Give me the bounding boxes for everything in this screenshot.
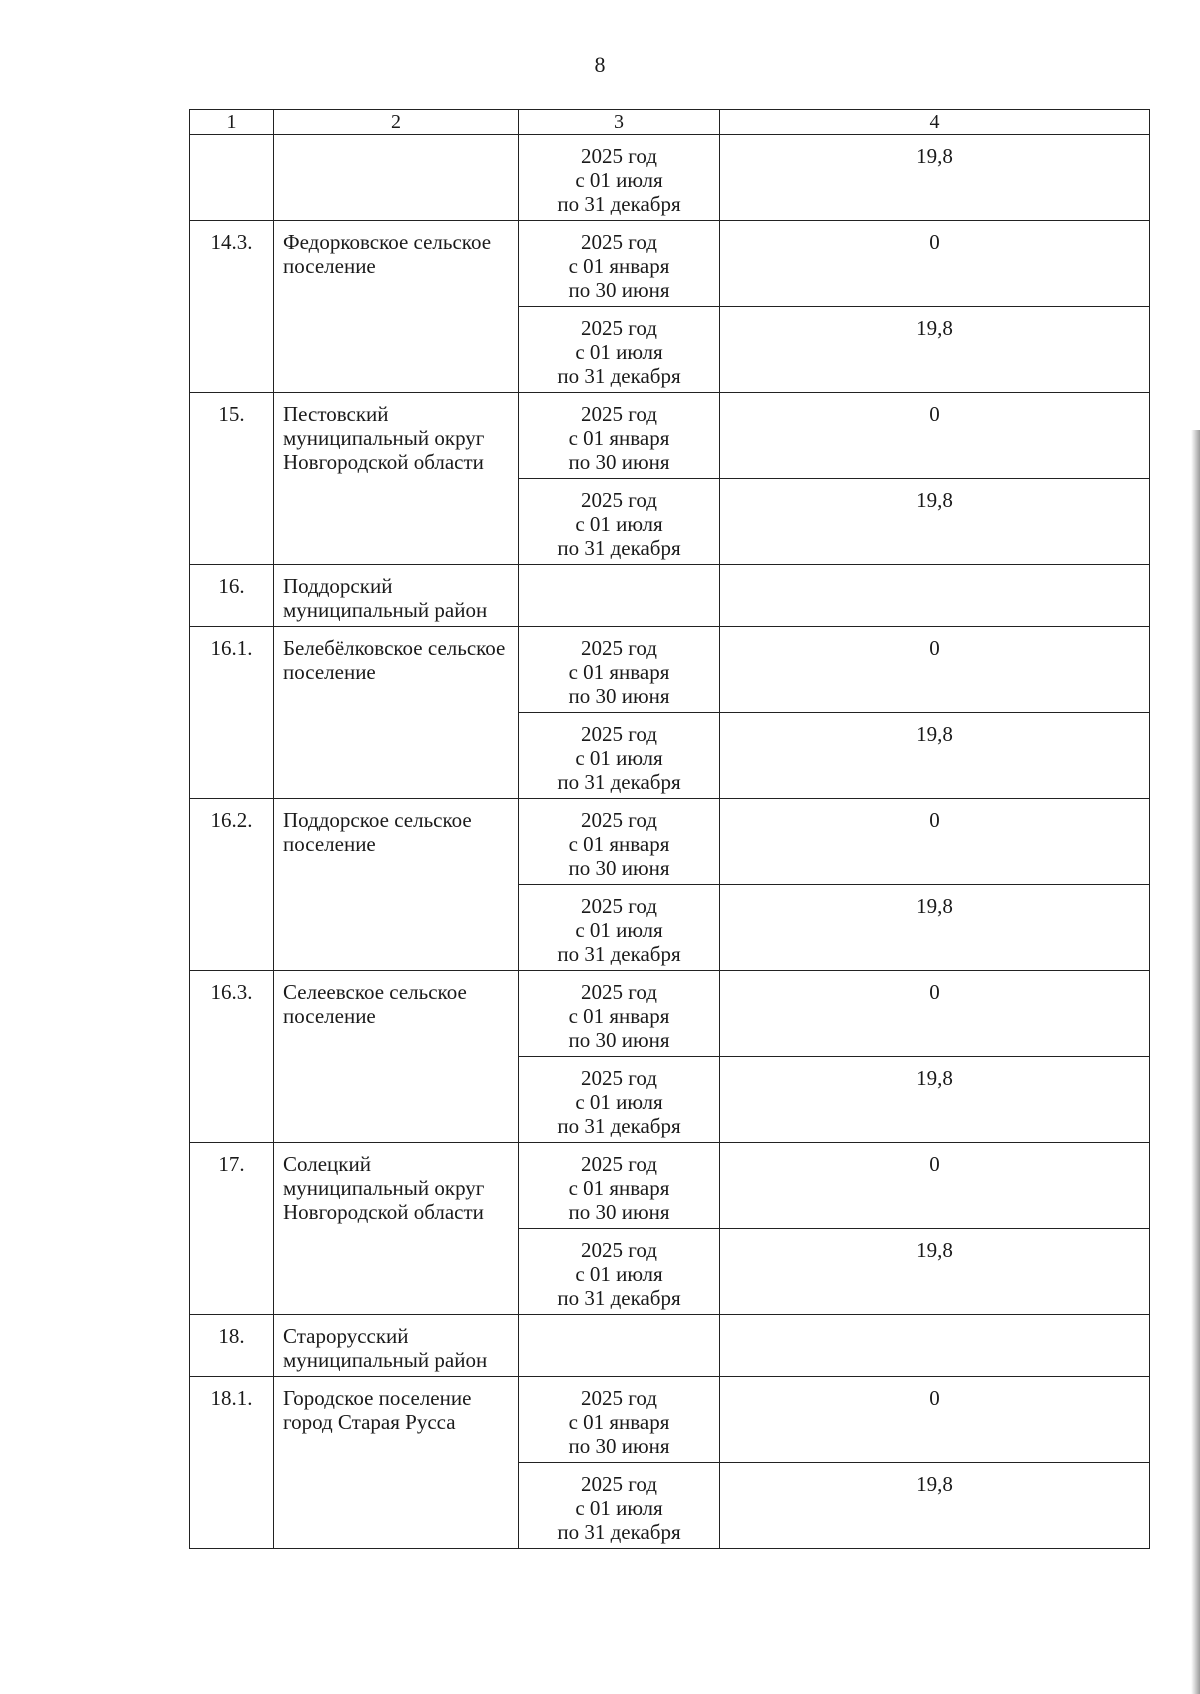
- municipality-name: Белебёлковское сельское поселение: [283, 636, 506, 684]
- value-cell: [720, 1463, 1150, 1549]
- period-cell: [519, 627, 720, 713]
- municipality-name: Городское поселение город Старая Русса: [283, 1386, 472, 1434]
- period-end: по 31 декабря: [557, 1520, 681, 1544]
- value-cell: [720, 393, 1150, 479]
- column-number: 4: [720, 110, 1150, 135]
- value-cell-empty: [720, 1315, 1150, 1377]
- period-cell: [519, 135, 720, 221]
- rate-value: 19,8: [916, 1472, 953, 1496]
- row-number: 17.: [218, 1152, 245, 1176]
- municipality-name: Поддорское сельское поселение: [283, 808, 472, 856]
- period-end: по 30 июня: [568, 278, 670, 302]
- municipality-name: Селеевское сельское поселение: [283, 980, 467, 1028]
- municipality-name-cell: [274, 1377, 519, 1549]
- value-cell: [720, 307, 1150, 393]
- period-end: по 30 июня: [568, 1200, 670, 1224]
- row-number: [190, 135, 273, 144]
- rate-value: 19,8: [916, 1238, 953, 1262]
- period-cell-empty: [519, 1315, 720, 1377]
- period-year: 2025 год: [581, 402, 657, 426]
- period-start: с 01 июля: [575, 340, 663, 364]
- value-cell: [720, 799, 1150, 885]
- rate-value: 0: [929, 980, 940, 1004]
- period-year: 2025 год: [581, 230, 657, 254]
- period-cell: [519, 1143, 720, 1229]
- column-number-row: [190, 110, 1150, 135]
- period: [519, 1377, 719, 1458]
- period: [519, 479, 719, 560]
- period: [519, 1229, 719, 1310]
- period-cell: [519, 221, 720, 307]
- rate-value: 19,8: [916, 316, 953, 340]
- row-number-cell: [190, 135, 274, 221]
- rate-value: 0: [929, 230, 940, 254]
- rate-value: 0: [929, 1386, 940, 1410]
- municipality-name-cell: [274, 799, 519, 971]
- period-cell: [519, 307, 720, 393]
- value-cell: [720, 713, 1150, 799]
- rate-value: 19,8: [916, 488, 953, 512]
- period-year: 2025 год: [581, 144, 657, 168]
- period-cell: [519, 713, 720, 799]
- column-number: 2: [274, 110, 519, 135]
- period-end: по 31 декабря: [557, 1114, 681, 1138]
- period-start: с 01 июля: [575, 1262, 663, 1286]
- value-cell: [720, 1377, 1150, 1463]
- period: [519, 135, 719, 216]
- period-start: с 01 июля: [575, 918, 663, 942]
- period-end: по 31 декабря: [557, 536, 681, 560]
- municipality-name-cell: [274, 135, 519, 221]
- row-number-cell: [190, 627, 274, 799]
- period-year: 2025 год: [581, 316, 657, 340]
- municipality-name: Солецкий муниципальный округ Новгородской области: [283, 1152, 485, 1224]
- row-number: 16.1.: [210, 636, 253, 660]
- period-start: с 01 января: [568, 1004, 670, 1028]
- table-row: [190, 565, 1150, 627]
- row-number: 16.: [218, 574, 245, 598]
- period-end: по 31 декабря: [557, 1286, 681, 1310]
- value-cell: [720, 627, 1150, 713]
- rate-value: 19,8: [916, 894, 953, 918]
- municipality-name-cell: [274, 565, 519, 627]
- row-number-cell: [190, 1377, 274, 1549]
- period-end: по 31 декабря: [557, 364, 681, 388]
- value-cell: [720, 1229, 1150, 1315]
- row-number: 16.3.: [210, 980, 253, 1004]
- period-year: 2025 год: [581, 808, 657, 832]
- period-start: с 01 января: [568, 426, 670, 450]
- table-row: [190, 1143, 1150, 1229]
- column-number: 1: [190, 110, 274, 135]
- municipality-name: [274, 135, 518, 144]
- row-number-cell: [190, 221, 274, 393]
- period: [519, 307, 719, 388]
- period-end: по 31 декабря: [557, 192, 681, 216]
- period-end: по 30 июня: [568, 1028, 670, 1052]
- period-cell: [519, 479, 720, 565]
- municipality-name: Поддорский муниципальный район: [283, 574, 488, 622]
- table-row: [190, 393, 1150, 479]
- rate-value: 19,8: [916, 1066, 953, 1090]
- period-cell-empty: [519, 565, 720, 627]
- page-number: 8: [594, 52, 606, 77]
- period-start: с 01 января: [568, 1410, 670, 1434]
- period-cell: [519, 971, 720, 1057]
- period-year: 2025 год: [581, 1152, 657, 1176]
- period-cell: [519, 1377, 720, 1463]
- period: [519, 799, 719, 880]
- row-number-cell: [190, 971, 274, 1143]
- value-cell: [720, 1143, 1150, 1229]
- period-end: по 30 июня: [568, 450, 670, 474]
- row-number-cell: [190, 799, 274, 971]
- table-row: [190, 1377, 1150, 1463]
- rate-value: 19,8: [916, 722, 953, 746]
- period-start: с 01 января: [568, 254, 670, 278]
- table-row: [190, 627, 1150, 713]
- table-row: [190, 1315, 1150, 1377]
- period-year: 2025 год: [581, 894, 657, 918]
- period-cell: [519, 799, 720, 885]
- municipality-name: Старорусский муниципальный район: [283, 1324, 488, 1372]
- municipality-name-cell: [274, 971, 519, 1143]
- period-cell: [519, 885, 720, 971]
- period-start: с 01 июля: [575, 1496, 663, 1520]
- period: [519, 1463, 719, 1544]
- period: [519, 885, 719, 966]
- value-cell-empty: [720, 565, 1150, 627]
- value-cell: [720, 971, 1150, 1057]
- period: [519, 1143, 719, 1224]
- value-cell: [720, 885, 1150, 971]
- period-cell: [519, 1229, 720, 1315]
- period-start: с 01 января: [568, 660, 670, 684]
- municipality-name-cell: [274, 393, 519, 565]
- period: [519, 971, 719, 1052]
- period-end: по 30 июня: [568, 684, 670, 708]
- rate-value: 0: [929, 636, 940, 660]
- period-year: 2025 год: [581, 488, 657, 512]
- table-row: [190, 221, 1150, 307]
- period-end: по 30 июня: [568, 856, 670, 880]
- period-year: 2025 год: [581, 1386, 657, 1410]
- row-number: 18.: [218, 1324, 245, 1348]
- municipality-name: Федорковское сельское поселение: [283, 230, 492, 278]
- period-year: 2025 год: [581, 722, 657, 746]
- period-start: с 01 июля: [575, 1090, 663, 1114]
- period-cell: [519, 1463, 720, 1549]
- period-cell: [519, 393, 720, 479]
- period-start: с 01 июля: [575, 746, 663, 770]
- municipality-name-cell: [274, 221, 519, 393]
- value-cell: [720, 1057, 1150, 1143]
- municipality-name-cell: [274, 1143, 519, 1315]
- municipality-name-cell: [274, 627, 519, 799]
- rate-value: 0: [929, 808, 940, 832]
- row-number: 18.1.: [210, 1386, 253, 1410]
- row-number-cell: [190, 393, 274, 565]
- table-row: [190, 799, 1150, 885]
- value-cell: [720, 135, 1150, 221]
- row-number: 14.3.: [210, 230, 253, 254]
- period: [519, 221, 719, 302]
- period-year: 2025 год: [581, 636, 657, 660]
- period-year: 2025 год: [581, 1472, 657, 1496]
- period-year: 2025 год: [581, 980, 657, 1004]
- period: [519, 713, 719, 794]
- table-row: [190, 971, 1150, 1057]
- period-start: с 01 января: [568, 1176, 670, 1200]
- table-body: [190, 110, 1150, 1549]
- period: [519, 627, 719, 708]
- row-number: 16.2.: [210, 808, 253, 832]
- row-number-cell: [190, 1143, 274, 1315]
- period: [519, 393, 719, 474]
- municipality-name: Пестовский муниципальный округ Новгородской области: [283, 402, 485, 474]
- scan-edge-shadow: [1191, 430, 1200, 1694]
- rate-value: 19,8: [916, 144, 953, 168]
- period-end: по 31 декабря: [557, 770, 681, 794]
- period-end: по 30 июня: [568, 1434, 670, 1458]
- value-cell: [720, 479, 1150, 565]
- row-number-cell: [190, 1315, 274, 1377]
- rate-value: 0: [929, 402, 940, 426]
- period-year: 2025 год: [581, 1066, 657, 1090]
- period-year: 2025 год: [581, 1238, 657, 1262]
- rates-table: [189, 109, 1150, 1549]
- period-end: по 31 декабря: [557, 942, 681, 966]
- period-start: с 01 июля: [575, 168, 663, 192]
- row-number: 15.: [218, 402, 245, 426]
- period-start: с 01 января: [568, 832, 670, 856]
- table-row: [190, 135, 1150, 221]
- municipality-name-cell: [274, 1315, 519, 1377]
- period-start: с 01 июля: [575, 512, 663, 536]
- period-cell: [519, 1057, 720, 1143]
- value-cell: [720, 221, 1150, 307]
- period: [519, 1057, 719, 1138]
- row-number-cell: [190, 565, 274, 627]
- column-number: 3: [519, 110, 720, 135]
- rate-value: 0: [929, 1152, 940, 1176]
